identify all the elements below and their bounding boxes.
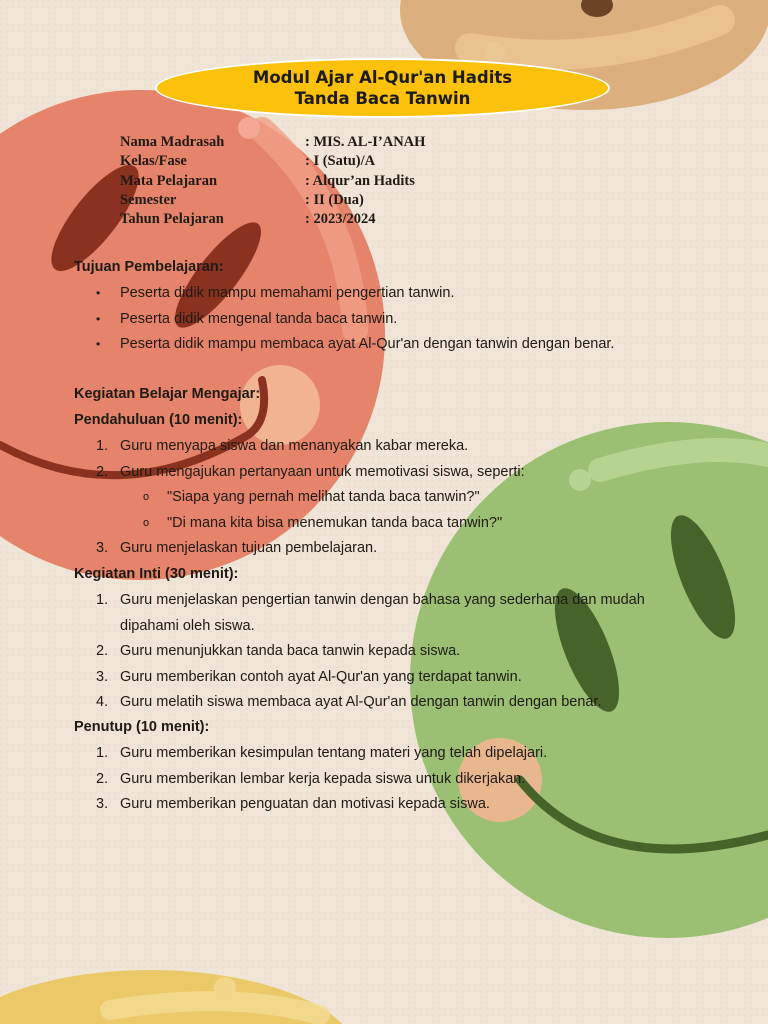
- title-line-1: Modul Ajar Al-Qur'an Hadits: [252, 68, 513, 87]
- item-text: Guru memberikan penguatan dan motivasi kepada siswa.: [120, 796, 490, 812]
- info-key: Tahun Pelajaran: [120, 211, 224, 228]
- list-item: [0, 460, 525, 486]
- tujuan-list: [0, 281, 614, 358]
- item-number: 1.: [96, 438, 109, 454]
- info-key: Mata Pelajaran: [120, 172, 218, 189]
- list-item: [0, 639, 645, 665]
- item-text: Guru memberikan contoh ayat Al-Qur'an yang terdapat tanwin.: [120, 668, 522, 685]
- pendahuluan-list: [0, 434, 525, 485]
- item-text: Guru memberikan kesimpulan tentang materi yang telah dipelajari.: [120, 745, 548, 761]
- item-number: 3.: [96, 540, 109, 556]
- item-text: Guru memberikan lembar kerja kepada siswa untuk dikerjakan.: [120, 770, 526, 787]
- list-item: • Peserta didik mampu memahami pengertian tanwin.: [0, 281, 614, 307]
- item-text: Guru menjelaskan pengertian tanwin dengan bahasa yang sederhana dan mudah: [120, 592, 645, 608]
- item-number: 4.: [96, 694, 109, 710]
- sub-list-item: o "Di mana kita bisa menemukan tanda baca tanwin?": [0, 511, 502, 537]
- title-line-2: Tanda Baca Tanwin: [294, 89, 471, 108]
- info-value: : I (Satu)/A: [305, 153, 376, 170]
- item-text: dipahami oleh siswa.: [120, 617, 255, 634]
- item-number: 2.: [96, 770, 109, 787]
- item-number: 1.: [96, 745, 109, 761]
- info-key: Semester: [120, 191, 177, 208]
- item-text: Guru melatih siswa membaca ayat Al-Qur'an dengan tanwin dengan benar.: [120, 694, 602, 710]
- info-value: : 2023/2024: [305, 211, 376, 228]
- info-value: : MIS. AL-I’ANAH: [305, 134, 426, 150]
- item-number: 1.: [96, 592, 109, 608]
- list-item: [0, 741, 547, 767]
- list-item-continuation: [0, 614, 645, 640]
- list-item: [0, 665, 645, 691]
- list-item: • Peserta didik mampu membaca ayat Al-Qur'an dengan tanwin dengan benar.: [0, 332, 614, 358]
- item-number: 2.: [96, 463, 109, 480]
- info-key: Kelas/Fase: [120, 153, 187, 170]
- kegiatan-heading: Kegiatan Belajar Mengajar:: [74, 386, 261, 402]
- list-item: [0, 690, 645, 716]
- item-number: 2.: [96, 643, 109, 659]
- item-text: Guru mengajukan pertanyaan untuk memotivasi siswa, seperti:: [120, 463, 525, 480]
- inti-list: [0, 588, 645, 716]
- list-item: [0, 792, 547, 818]
- penutup-list: [0, 741, 547, 818]
- item-number: 3.: [96, 668, 109, 685]
- pendahuluan-sub-list: [0, 485, 502, 536]
- item-text: Guru menunjukkan tanda baca tanwin kepada siswa.: [120, 643, 461, 659]
- penutup-heading: Penutup (10 menit):: [74, 719, 210, 735]
- list-item: [0, 536, 377, 562]
- title-banner: [155, 58, 610, 118]
- pendahuluan-heading: Pendahuluan (10 menit):: [74, 412, 243, 428]
- item-text: Guru menjelaskan tujuan pembelajaran.: [120, 540, 378, 556]
- info-key: Nama Madrasah: [120, 134, 225, 150]
- item-text: Guru menyapa siswa dan menanyakan kabar mereka.: [120, 438, 469, 454]
- list-item: • Peserta didik mengenal tanda baca tanwin.: [0, 307, 614, 333]
- tujuan-heading: Tujuan Pembelajaran:: [74, 259, 224, 275]
- pendahuluan-list-continued: [0, 536, 377, 562]
- list-item: [0, 588, 645, 614]
- item-number: 3.: [96, 796, 109, 812]
- inti-heading: Kegiatan Inti (30 menit):: [74, 566, 239, 582]
- info-value: : Alqur’an Hadits: [305, 172, 415, 189]
- info-value: : II (Dua): [305, 191, 364, 208]
- sub-list-item: o "Siapa yang pernah melihat tanda baca tanwin?": [0, 485, 502, 511]
- list-item: [0, 767, 547, 793]
- list-item: [0, 434, 525, 460]
